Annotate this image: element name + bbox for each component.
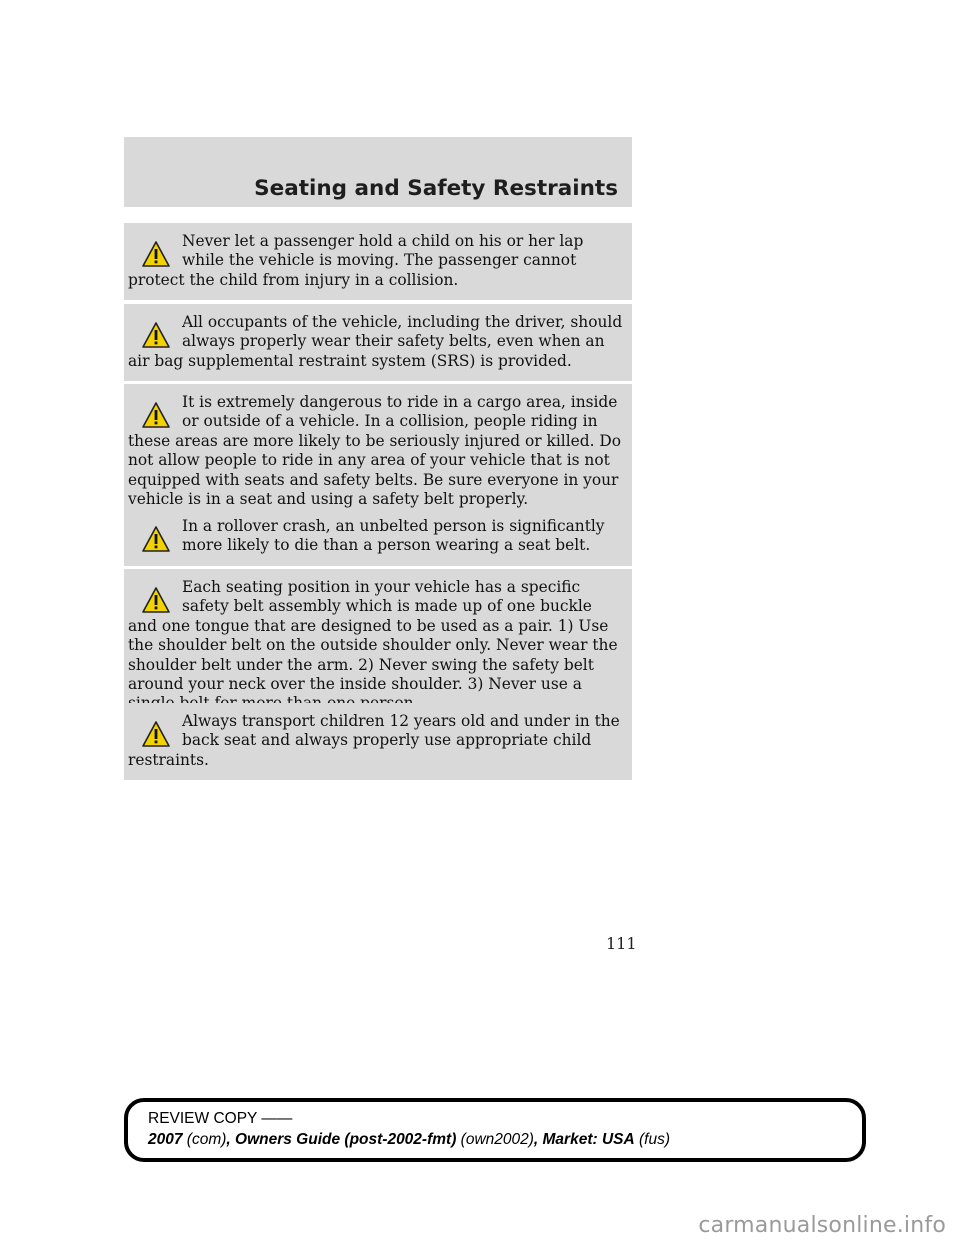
warning-text-3: It is extremely dangerous to ride in a cargo area, inside or outside of a vehicle. In a collision, people riding in these areas are more likely to be seriously injured or killed. Do not allow people to ride in any area of your vehicle that is not equipped with seats and safety belts. Be sure everyone in your vehicle is in a seat and using a safety belt properly. [128,393,622,509]
review-copy-label: REVIEW COPY —— [148,1110,293,1127]
warning-triangle-icon [141,401,171,429]
warning-box-2 [124,304,632,381]
review-com: (com) [182,1131,227,1148]
review-copy-box [124,1098,866,1162]
review-guide: , Owners Guide (post-2002-fmt) [226,1131,457,1148]
warning-text-4: In a rollover crash, an unbelted person is significantly more likely to die than a person wearing a seat belt. [182,517,605,555]
review-year: 2007 [148,1131,183,1148]
review-own: (own2002) [456,1131,534,1148]
warning-text-1: Never let a passenger hold a child on his or her lap while the vehicle is moving. The passenger cannot protect the child from injury in a collision. [128,232,584,289]
section-header [124,137,632,207]
review-market: USA [601,1131,635,1148]
warning-box-5 [124,569,632,724]
warning-triangle-icon [141,586,171,614]
site-watermark: carmanualsonline.info [698,1213,946,1238]
page-number: 111 [606,934,637,953]
warning-box-1 [124,223,632,300]
review-market-label: , Market: [533,1131,602,1148]
review-fus: (fus) [634,1131,671,1148]
section-title: Seating and Safety Restraints [254,176,618,201]
review-copy-details [148,1131,670,1149]
warning-box-6 [124,703,632,780]
warning-text-2: All occupants of the vehicle, including the driver, should always properly wear their safety belts, even when an air bag supplemental restraint system (SRS) is provided. [128,313,623,370]
warning-text-5: Each seating position in your vehicle has a specific safety belt assembly which is made up of one buckle and one tongue that are designed to be used as a pair. 1) Use the shoulder belt on the outside shoulder only. Never wear the shoulder belt under the arm. 2) Never swing the safety belt around your neck over the inside shoulder. 3) Never use a [128,578,618,694]
warning-triangle-icon [141,240,171,268]
warning-triangle-icon [141,720,171,748]
warning-text-6: Always transport children 12 years old and under in the back seat and always properly use appropriate child restraints. [128,712,620,769]
warning-box-4 [124,508,632,566]
warning-triangle-icon [141,321,171,349]
warning-box-3 [124,384,632,519]
warning-triangle-icon [141,525,171,553]
